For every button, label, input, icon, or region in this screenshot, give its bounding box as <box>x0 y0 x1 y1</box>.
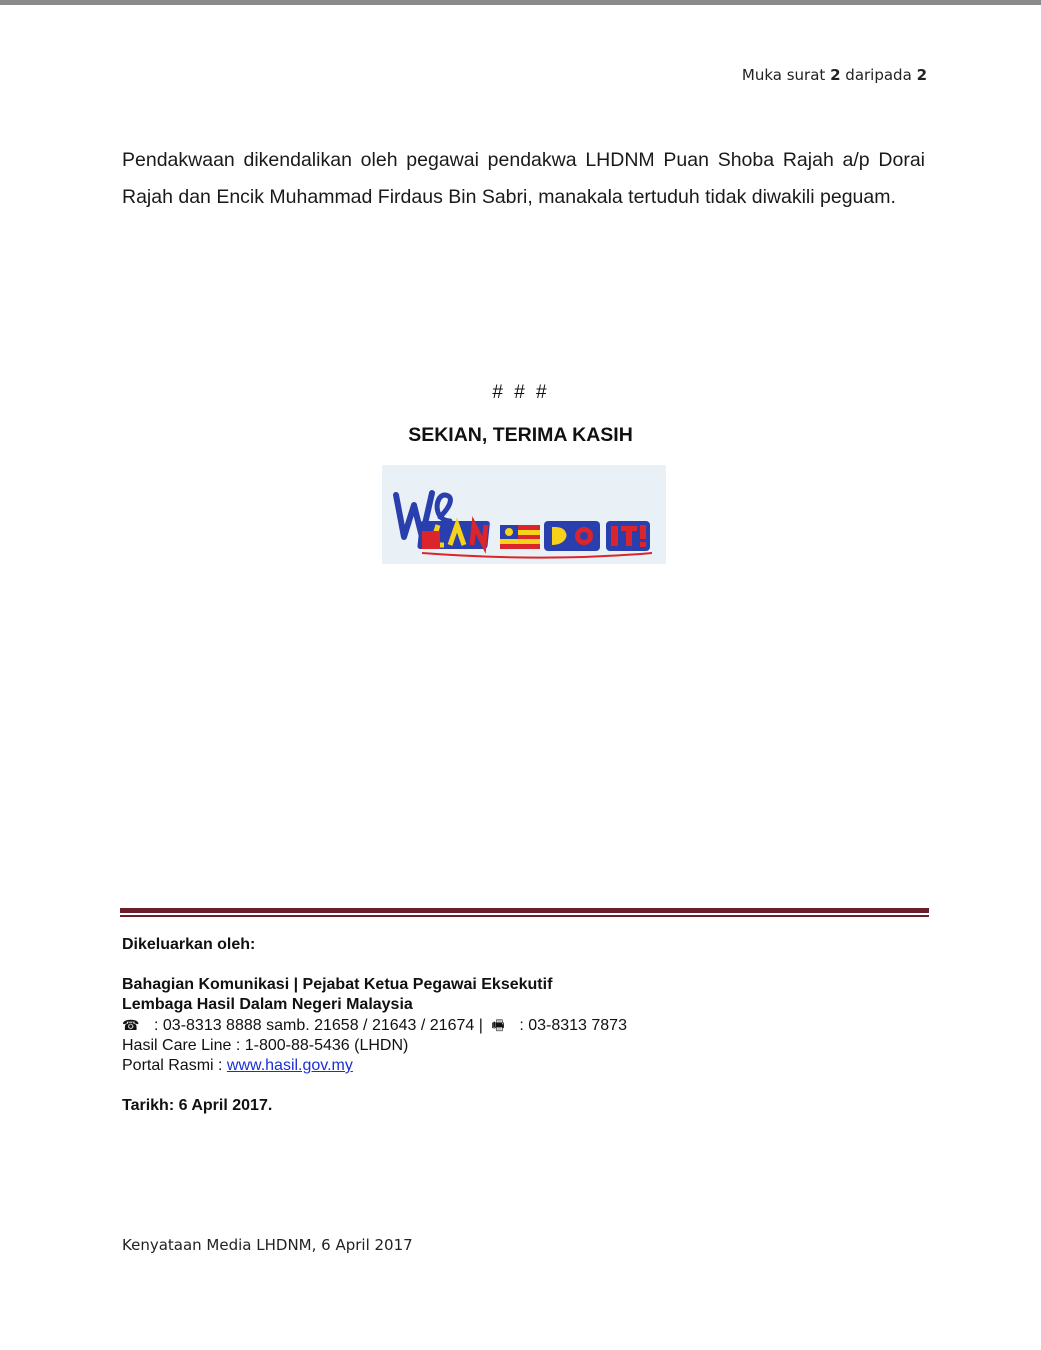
organization-name: Lembaga Hasil Dalam Negeri Malaysia <box>122 996 413 1013</box>
portal-link[interactable]: www.hasil.gov.my <box>226 1057 353 1074</box>
logo-word-can <box>417 521 490 549</box>
page-total: 2 <box>916 66 927 84</box>
we-can-do-it-logo <box>382 465 666 564</box>
page-prefix: Muka surat <box>741 66 826 84</box>
document-footer: Kenyataan Media LHDNM, 6 April 2017 <box>122 1236 413 1254</box>
division-name: Bahagian Komunikasi | Pejabat Ketua Pegawai Eksekutif <box>122 976 553 993</box>
logo-flag-emblem <box>500 525 540 549</box>
contact-line <box>122 1015 922 1036</box>
issued-by-label: Dikeluarkan oleh: <box>122 936 256 953</box>
issue-date: Tarikh: 6 April 2017. <box>122 1097 273 1114</box>
fax-icon: 🖷 <box>491 1017 505 1033</box>
top-border <box>0 0 1041 5</box>
page-current: 2 <box>830 66 841 84</box>
page-number <box>742 66 927 84</box>
page-separator: daripada <box>845 66 912 84</box>
issuer-block <box>122 935 922 1116</box>
logo-word-do <box>544 521 600 551</box>
fax-number: : 03-8313 7873 <box>519 1017 627 1034</box>
care-line: Hasil Care Line : 1-800-88-5436 (LHDN) <box>122 1037 409 1054</box>
portal-line <box>122 1056 922 1076</box>
logo-word-it <box>606 521 650 551</box>
footer-divider-thin <box>120 915 929 917</box>
phone-number: : 03-8313 8888 samb. 21658 / 21643 / 21674 | <box>154 1017 483 1034</box>
footer-divider-thick <box>120 908 929 913</box>
portal-label: Portal Rasmi : <box>122 1057 223 1074</box>
body-paragraph: Pendakwaan dikendalikan oleh pegawai pendakwa LHDNM Puan Shoba Rajah a/p Dorai Rajah dan Encik Muhammad Firdaus Bin Sabri, manakala tertuduh tidak diwakili peguam. <box>122 149 925 208</box>
phone-icon: ☎ <box>122 1017 140 1033</box>
closing-text: SEKIAN, TERIMA KASIH <box>408 424 633 446</box>
end-marker: # # # <box>492 382 549 403</box>
